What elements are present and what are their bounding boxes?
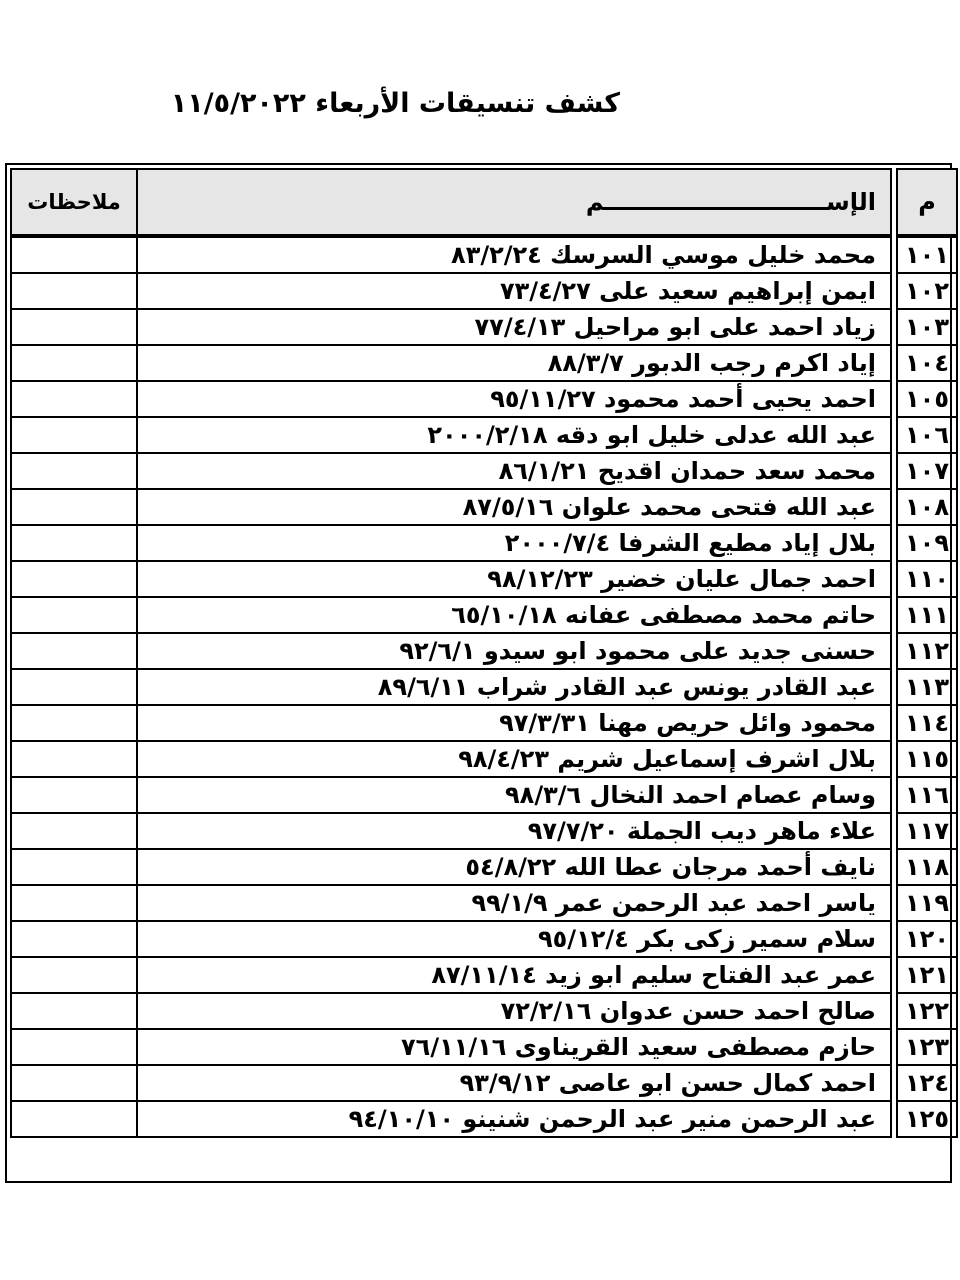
table-body <box>11 236 957 1137</box>
table-row <box>11 849 957 885</box>
table-row <box>11 417 957 453</box>
row-notes <box>11 1101 137 1137</box>
table-header-row <box>11 169 957 236</box>
row-name: بلال اشرف إسماعيل شريم ٩٨/٤/٢٣ <box>137 741 891 777</box>
column-gap <box>891 1101 897 1137</box>
row-number: ١١١ <box>897 597 957 633</box>
row-name: ايمن إبراهيم سعيد على ٧٣/٤/٢٧ <box>137 273 891 309</box>
table-row <box>11 957 957 993</box>
table-row <box>11 885 957 921</box>
row-name: احمد كمال حسن ابو عاصى ٩٣/٩/١٢ <box>137 1065 891 1101</box>
row-number: ١١٧ <box>897 813 957 849</box>
header-name-label: الإســـــــــــــــــــــــــــم <box>585 188 876 216</box>
column-gap <box>891 633 897 669</box>
row-number: ١١٠ <box>897 561 957 597</box>
row-name: حسنى جديد على محمود ابو سيدو ٩٢/٦/١ <box>137 633 891 669</box>
row-name: محمد سعد حمدان اقديح ٨٦/١/٢١ <box>137 453 891 489</box>
row-number: ١٢٥ <box>897 1101 957 1137</box>
row-notes <box>11 957 137 993</box>
column-gap <box>891 525 897 561</box>
row-number: ١٠١ <box>897 236 957 273</box>
row-notes <box>11 633 137 669</box>
row-name: عمر عبد الفتاح سليم ابو زيد ٨٧/١١/١٤ <box>137 957 891 993</box>
row-notes <box>11 489 137 525</box>
row-name: محمد خليل موسي السرسك ٨٣/٢/٢٤ <box>137 236 891 273</box>
table-row <box>11 993 957 1029</box>
column-gap <box>891 236 897 273</box>
column-gap <box>891 597 897 633</box>
row-notes <box>11 597 137 633</box>
column-gap <box>891 921 897 957</box>
row-number: ١٠٦ <box>897 417 957 453</box>
row-number: ١٠٤ <box>897 345 957 381</box>
column-gap <box>891 957 897 993</box>
row-number: ١٢٤ <box>897 1065 957 1101</box>
column-gap <box>891 489 897 525</box>
table-row <box>11 236 957 273</box>
row-notes <box>11 345 137 381</box>
column-gap <box>891 777 897 813</box>
row-name: وسام عصام احمد النخال ٩٨/٣/٦ <box>137 777 891 813</box>
column-gap <box>891 813 897 849</box>
column-gap <box>891 741 897 777</box>
table-row <box>11 777 957 813</box>
row-notes <box>11 1065 137 1101</box>
table-row <box>11 1101 957 1137</box>
row-number: ١٠٨ <box>897 489 957 525</box>
column-gap <box>891 561 897 597</box>
table-row <box>11 597 957 633</box>
row-name: إياد اكرم رجب الدبور ٨٨/٣/٧ <box>137 345 891 381</box>
column-gap <box>891 705 897 741</box>
row-name: محمود وائل حريص مهنا ٩٧/٣/٣١ <box>137 705 891 741</box>
row-notes <box>11 561 137 597</box>
table-row <box>11 741 957 777</box>
row-name: صالح احمد حسن عدوان ٧٢/٢/١٦ <box>137 993 891 1029</box>
row-notes <box>11 273 137 309</box>
row-name: بلال إياد مطيع الشرفا ٢٠٠٠/٧/٤ <box>137 525 891 561</box>
row-name: علاء ماهر ديب الجملة ٩٧/٧/٢٠ <box>137 813 891 849</box>
header-notes: ملاحظات <box>11 169 137 236</box>
table-row <box>11 669 957 705</box>
table-row <box>11 813 957 849</box>
table-row <box>11 273 957 309</box>
row-notes <box>11 309 137 345</box>
row-name: احمد يحيى أحمد محمود ٩٥/١١/٢٧ <box>137 381 891 417</box>
row-number: ١٠٣ <box>897 309 957 345</box>
row-number: ١٢١ <box>897 957 957 993</box>
row-name: عبد الرحمن منير عبد الرحمن شنينو ٩٤/١٠/١٠ <box>137 1101 891 1137</box>
row-name: حازم مصطفى سعيد القريناوى ٧٦/١١/١٦ <box>137 1029 891 1065</box>
row-notes <box>11 1029 137 1065</box>
row-number: ١١٢ <box>897 633 957 669</box>
row-number: ١٠٢ <box>897 273 957 309</box>
row-notes <box>11 777 137 813</box>
table-row <box>11 1029 957 1065</box>
row-name: ياسر احمد عبد الرحمن عمر ٩٩/١/٩ <box>137 885 891 921</box>
table-row <box>11 705 957 741</box>
row-name: عبد القادر يونس عبد القادر شراب ٨٩/٦/١١ <box>137 669 891 705</box>
table-row <box>11 921 957 957</box>
column-gap <box>891 381 897 417</box>
row-name: حاتم محمد مصطفى عفانه ٦٥/١٠/١٨ <box>137 597 891 633</box>
row-notes <box>11 813 137 849</box>
row-name: احمد جمال عليان خضير ٩٨/١٢/٢٣ <box>137 561 891 597</box>
row-number: ١١٤ <box>897 705 957 741</box>
row-notes <box>11 993 137 1029</box>
row-notes <box>11 417 137 453</box>
row-number: ١٢٠ <box>897 921 957 957</box>
row-notes <box>11 236 137 273</box>
column-gap <box>891 993 897 1029</box>
column-gap <box>891 345 897 381</box>
column-gap <box>891 453 897 489</box>
row-number: ١٠٩ <box>897 525 957 561</box>
row-notes <box>11 669 137 705</box>
table-row <box>11 561 957 597</box>
row-number: ١١٦ <box>897 777 957 813</box>
table-row <box>11 309 957 345</box>
row-number: ١٢٣ <box>897 1029 957 1065</box>
row-notes <box>11 885 137 921</box>
column-gap <box>891 417 897 453</box>
row-name: عبد الله فتحى محمد علوان ٨٧/٥/١٦ <box>137 489 891 525</box>
column-gap <box>891 885 897 921</box>
column-gap <box>891 669 897 705</box>
column-gap <box>891 273 897 309</box>
column-gap <box>891 1029 897 1065</box>
row-notes <box>11 849 137 885</box>
row-number: ١١٣ <box>897 669 957 705</box>
row-notes <box>11 921 137 957</box>
row-name: زياد احمد على ابو مراحيل ٧٧/٤/١٣ <box>137 309 891 345</box>
column-gap <box>891 849 897 885</box>
column-gap <box>891 1065 897 1101</box>
table-row <box>11 381 957 417</box>
header-number: م <box>897 169 957 236</box>
table-row <box>11 525 957 561</box>
row-notes <box>11 381 137 417</box>
table-row <box>11 1065 957 1101</box>
row-name: سلام سمير زكى بكر ٩٥/١٢/٤ <box>137 921 891 957</box>
row-notes <box>11 525 137 561</box>
row-number: ١١٥ <box>897 741 957 777</box>
row-number: ١١٨ <box>897 849 957 885</box>
row-name: عبد الله عدلى خليل ابو دقه ٢٠٠٠/٢/١٨ <box>137 417 891 453</box>
row-number: ١٠٥ <box>897 381 957 417</box>
row-notes <box>11 453 137 489</box>
header-name <box>137 169 891 236</box>
row-notes <box>11 741 137 777</box>
column-gap <box>891 309 897 345</box>
coordination-table <box>10 168 958 1138</box>
column-gap <box>891 169 897 236</box>
table-row <box>11 489 957 525</box>
row-number: ١١٩ <box>897 885 957 921</box>
table-row <box>11 633 957 669</box>
row-number: ١٢٢ <box>897 993 957 1029</box>
row-notes <box>11 705 137 741</box>
row-name: نايف أحمد مرجان عطا الله ٥٤/٨/٢٢ <box>137 849 891 885</box>
table-row <box>11 453 957 489</box>
table-row <box>11 345 957 381</box>
document-title: كشف تنسيقات الأربعاء ١١/٥/٢٠٢٢ <box>170 88 620 119</box>
row-number: ١٠٧ <box>897 453 957 489</box>
